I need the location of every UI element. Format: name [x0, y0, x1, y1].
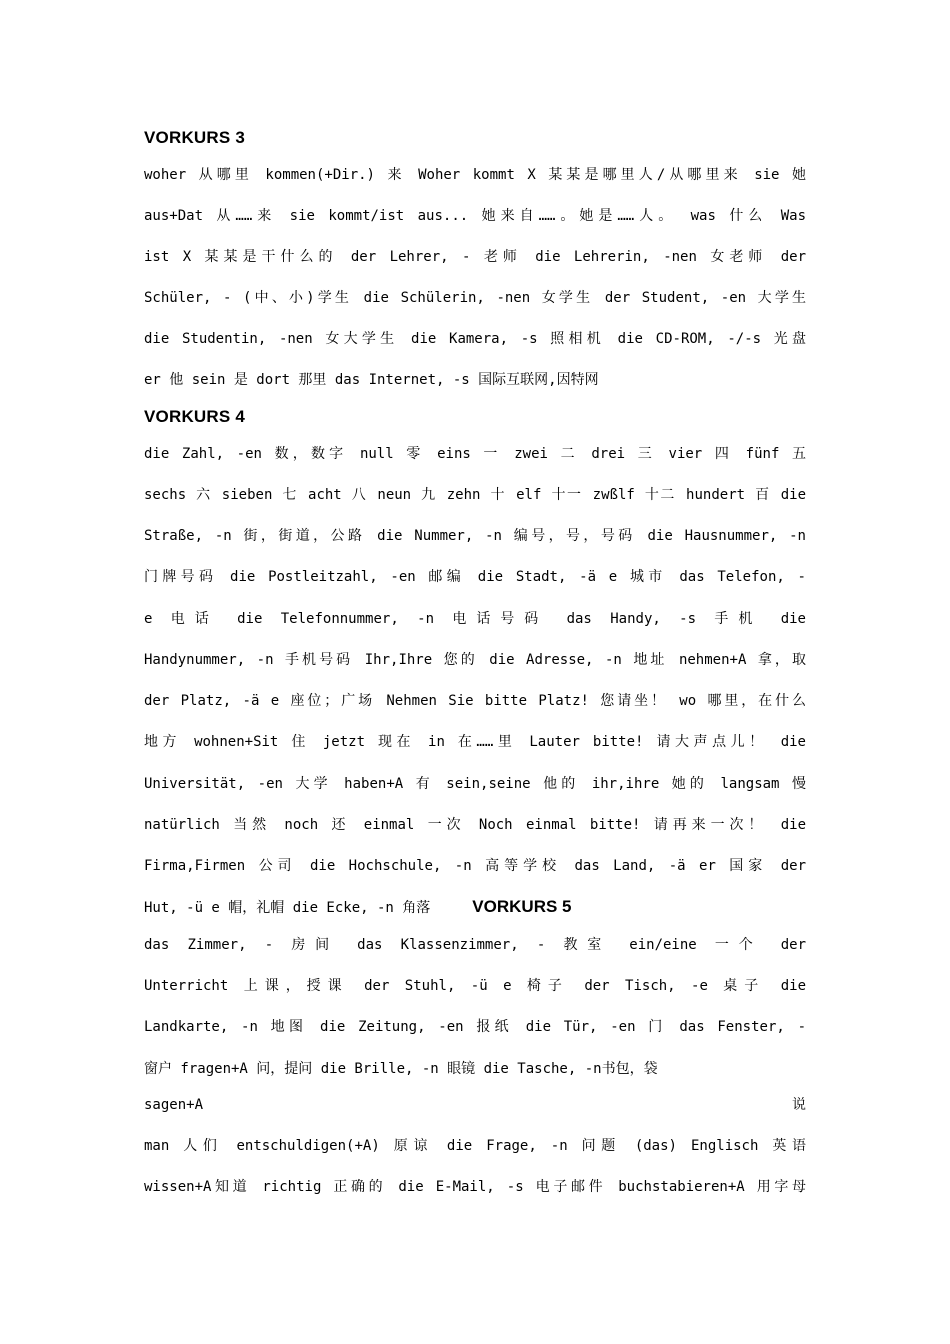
- trailing-text: Hut, -ü e 帽，礼帽 die Ecke, -n 角落: [144, 900, 431, 916]
- text-line: 门牌号码 die Postleitzahl, -en 邮编 die Stadt, -ä e 城市 das Telefon, -: [144, 569, 806, 585]
- text-line: der Platz, -ä e 座位；广场 Nehmen Sie bitte Platz! 您请坐！ wo 哪里，在什么: [144, 693, 806, 709]
- text-line: sechs 六 sieben 七 acht 八 neun 九 zehn 十 elf 十一 zwßlf 十二 hundert 百 die: [144, 487, 806, 503]
- text-line: 地方 wohnen+Sit 住 jetzt 现在 in 在……里 Lauter bitte! 请大声点儿！ die: [144, 734, 806, 750]
- section-heading-vorkurs-3: VORKURS 3: [144, 128, 245, 147]
- text-line: Schüler, - (中、小)学生 die Schülerin, -nen 女学生 der Student, -en 大学生: [144, 290, 806, 306]
- text-line: Unterricht 上课，授课 der Stuhl, -ü e 椅子 der Tisch, -e 桌子 die: [144, 978, 806, 994]
- section-heading-vorkurs-4: VORKURS 4: [144, 407, 245, 426]
- section-heading-vorkurs-5: VORKURS 5: [472, 897, 572, 916]
- text-line: man 人们 entschuldigen(+A) 原谅 die Frage, -n 问题 (das) Englisch 英语: [144, 1138, 806, 1154]
- text-line: sagen+A 说: [144, 1097, 806, 1113]
- text-line: er 他 sein 是 dort 那里 das Internet, -s 国际互联网,因特网: [144, 372, 599, 388]
- text-line: Straße, -n 街，街道，公路 die Nummer, -n 编号，号，号码 die Hausnummer, -n: [144, 528, 806, 544]
- text-line: [144, 897, 806, 918]
- text-line: 窗户 fragen+A 问，提问 die Brille, -n 眼镜 die Tasche, -n书包，袋: [144, 1061, 658, 1077]
- text-line: wissen+A知道 richtig 正确的 die E-Mail, -s 电子邮件 buchstabieren+A 用字母: [144, 1179, 806, 1195]
- text-line: die Zahl, -en 数，数字 null 零 eins 一 zwei 二 drei 三 vier 四 fünf 五: [144, 446, 806, 462]
- text-line: aus+Dat 从……来 sie kommt/ist aus... 她来自……。她是……人。 was 什么 Was: [144, 208, 806, 224]
- text-line: natürlich 当然 noch 还 einmal 一次 Noch einmal bitte! 请再来一次！ die: [144, 817, 806, 833]
- text-line: das Zimmer, - 房间 das Klassenzimmer, - 教室 ein/eine 一个 der: [144, 937, 806, 953]
- text-line: woher 从哪里 kommen(+Dir.) 来 Woher kommt X 某某是哪里人/从哪里来 sie 她: [144, 167, 806, 183]
- text-line: ist X 某某是干什么的 der Lehrer, - 老师 die Lehrerin, -nen 女老师 der: [144, 249, 806, 265]
- text-line: Universität, -en 大学 haben+A 有 sein,seine 他的 ihr,ihre 她的 langsam 慢: [144, 776, 806, 792]
- text-line: Handynummer, -n 手机号码 Ihr,Ihre 您的 die Adresse, -n 地址 nehmen+A 拿，取: [144, 652, 806, 668]
- text-line: Firma,Firmen 公司 die Hochschule, -n 高等学校 das Land, -ä er 国家 der: [144, 858, 806, 874]
- text-line: die Studentin, -nen 女大学生 die Kamera, -s 照相机 die CD-ROM, -/-s 光盘: [144, 331, 806, 347]
- text-line: Landkarte, -n 地图 die Zeitung, -en 报纸 die Tür, -en 门 das Fenster, -: [144, 1019, 806, 1035]
- text-line: e 电话 die Telefonnummer, -n 电话号码 das Handy, -s 手机 die: [144, 611, 806, 627]
